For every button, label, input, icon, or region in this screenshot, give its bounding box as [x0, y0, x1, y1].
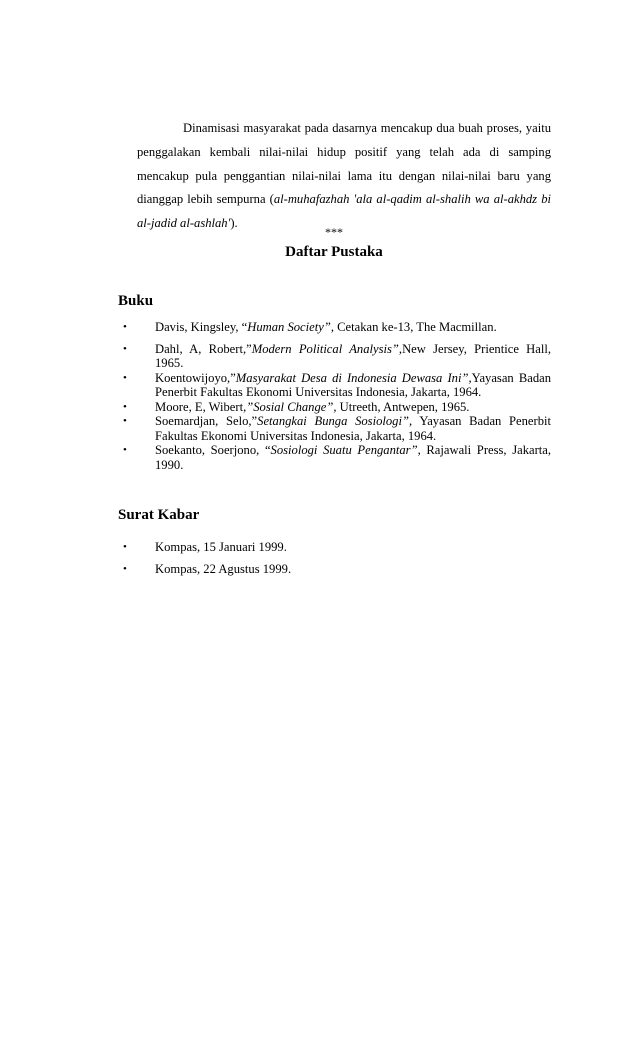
list-item [118, 443, 551, 472]
bullet-icon: • [123, 400, 127, 413]
list-item [118, 320, 551, 335]
bullet-icon: • [123, 371, 127, 384]
reference-publisher: New Jersey, Prientice Hall, 1965. [155, 341, 551, 370]
section-heading-buku: Buku [118, 293, 154, 309]
section-heading-surat-kabar: Surat Kabar [118, 507, 200, 523]
reference-author: Davis, Kingsley, “ [155, 320, 248, 334]
paragraph-arabic-phrase: al-muhafazhah 'ala al-qadim al-shalih wa al-akhdz bi al-jadid al-ashlah' [137, 192, 551, 231]
reference-text: Kompas, 15 Januari 1999. [155, 540, 287, 554]
list-item [118, 400, 551, 415]
reference-publisher: Yayasan Badan Penerbit Fakultas Ekonomi Universitas Indonesia, Jakarta, 1964. [155, 414, 552, 443]
reference-author: Moore, E, Wibert, [155, 399, 247, 414]
reference-author: Koentowijoyo,” [155, 370, 236, 385]
intro-paragraph [137, 117, 551, 236]
bullet-icon: • [123, 321, 127, 333]
bullet-icon: • [123, 444, 127, 456]
reference-title: Sosiologi Suatu Pengantar”, [270, 443, 421, 457]
paragraph-text-start: Dinamisasi masyarakat pada dasarnya mencakup dua buah proses, yaitu penggalakan kembali nilai-nilai hidup positif yang telah ada di samping mencakup pula penggantian nilai-nilai lama itu dengan nilai-nilai baru yang dianggap lebih sempurna ( [137, 121, 551, 207]
list-item [118, 342, 551, 371]
bibliography-title: Daftar Pustaka [285, 244, 383, 260]
paragraph-text-end: ). [230, 216, 238, 231]
reference-title: Setangkai Bunga Sosiologi”, [257, 414, 413, 428]
reference-publisher: Utreeth, Antwepen, 1965. [336, 399, 470, 414]
reference-author: Soekanto, Soerjono, “ [155, 443, 271, 457]
bullet-icon: • [123, 541, 127, 553]
list-item [118, 414, 551, 443]
list-item [118, 540, 551, 555]
reference-title: Modern Political Analysis”, [251, 341, 403, 356]
reference-author: Dahl, A, Robert,” [155, 341, 252, 356]
bullet-icon: • [123, 562, 127, 575]
reference-title: Masyarakat Desa di Indonesia Dewasa Ini”, [235, 370, 472, 385]
reference-title: Human Society”, [247, 320, 334, 334]
bullet-icon: • [123, 415, 127, 427]
reference-publisher: Rajawali Press, Jakarta, 1990. [155, 443, 552, 472]
reference-publisher: Cetakan ke-13, The Macmillan. [333, 320, 497, 334]
newspaper-reference-list [118, 540, 551, 576]
reference-author: Soemardjan, Selo,” [155, 414, 258, 428]
section-separator: *** [325, 225, 343, 239]
list-item [118, 371, 551, 400]
book-reference-list [118, 320, 551, 472]
reference-title: ”Sosial Change”, [246, 399, 337, 414]
bullet-icon: • [123, 342, 127, 355]
list-item [118, 562, 551, 577]
reference-text: Kompas, 22 Agustus 1999. [155, 561, 292, 576]
reference-publisher: Yayasan Badan Penerbit Fakultas Ekonomi Universitas Indonesia, Jakarta, 1964. [155, 370, 551, 399]
